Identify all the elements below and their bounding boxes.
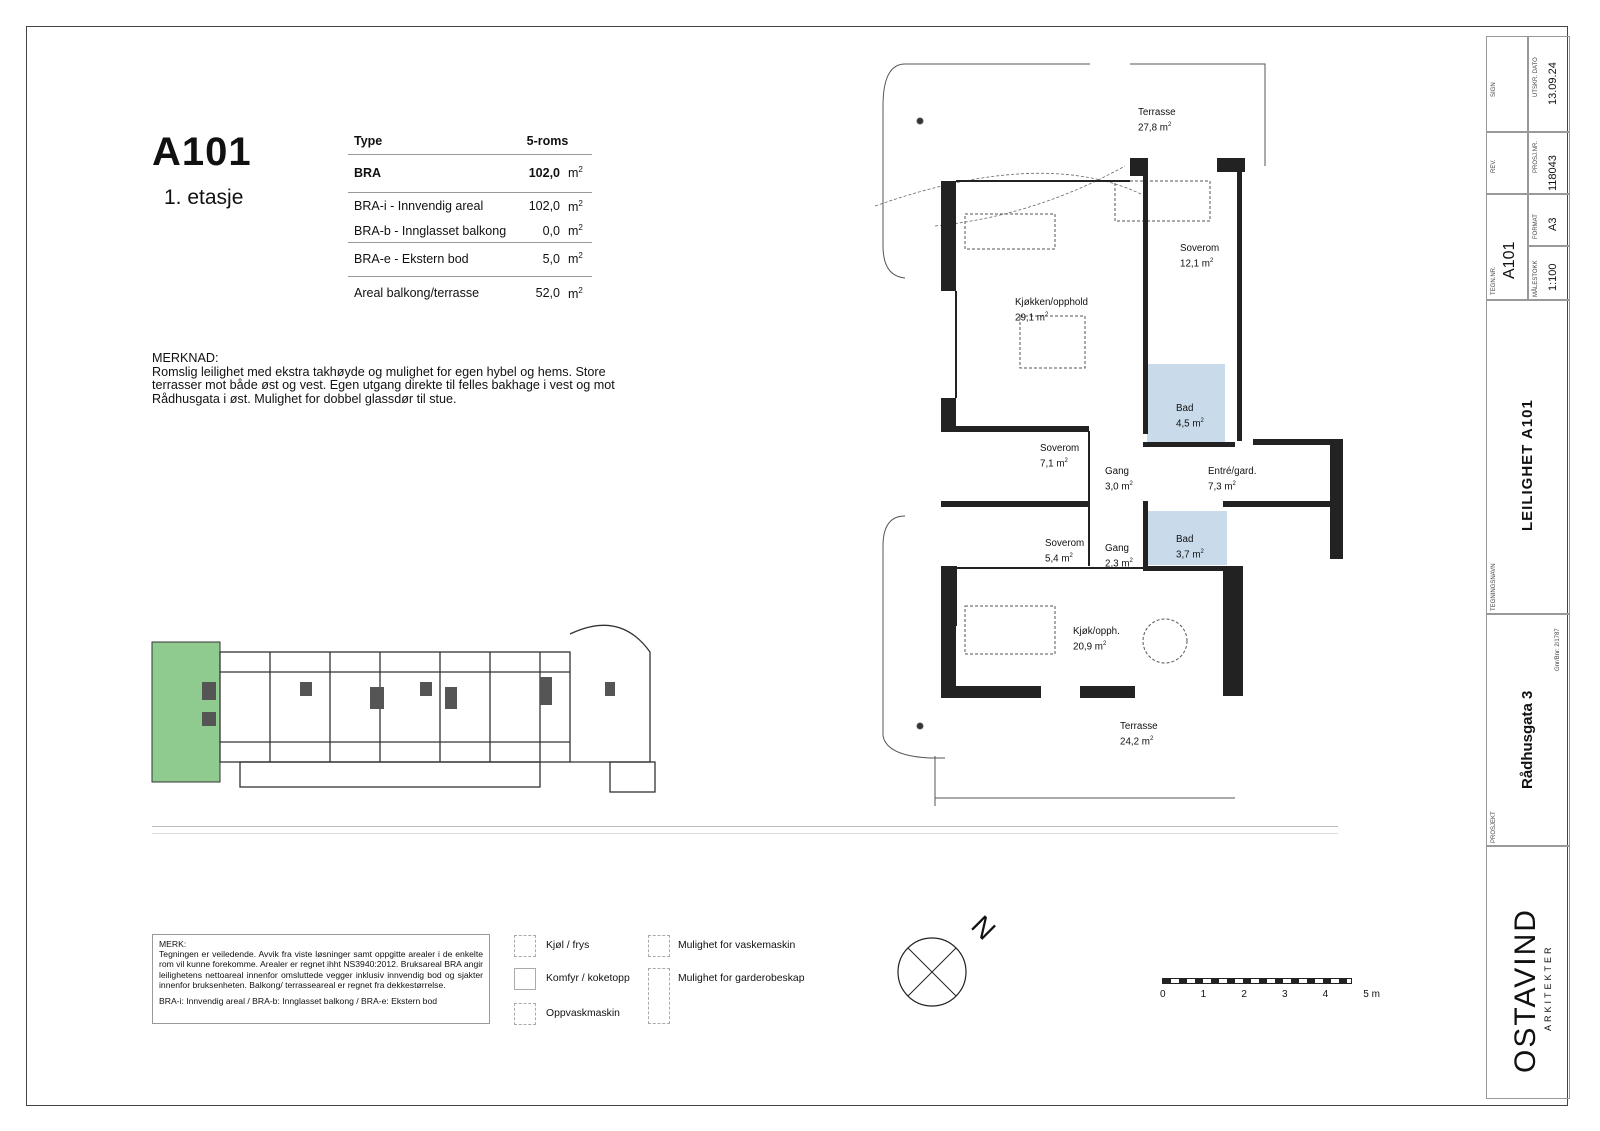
areas-row — [348, 154, 592, 192]
room-label: Terrasse 27,8 $m^2$ — [1138, 107, 1176, 134]
merk-heading: MERK: — [159, 939, 187, 949]
merknad-note — [152, 352, 648, 406]
areas-header-label: Type — [354, 133, 383, 148]
tb-rev-cell: REV. — [1486, 132, 1528, 194]
areas-row-label: BRA — [354, 166, 382, 180]
legend-label: Komfyr / koketopp — [546, 973, 630, 984]
merk-box — [152, 934, 490, 1024]
dishwasher-symbol-icon — [514, 1003, 536, 1025]
footer-divider — [152, 826, 1338, 834]
areas-row-value: 0,0 — [542, 223, 560, 238]
stove-symbol-icon — [514, 968, 536, 990]
areas-row-unit: $m^2$ — [568, 223, 583, 239]
wardrobe-symbol-icon — [648, 968, 670, 1024]
areas-row — [348, 242, 592, 276]
room-label: Soverom 5,4 $m^2$ — [1045, 538, 1085, 565]
room-label: Entré/gard. 7,3 $m^2$ — [1208, 466, 1257, 493]
key-plan — [150, 612, 680, 812]
areas-header-row — [348, 128, 592, 154]
room-label: Gang 3,0 $m^2$ — [1105, 466, 1133, 493]
merknad-heading: MERKNAD: — [152, 351, 219, 365]
fridge-symbol-icon — [514, 935, 536, 957]
tb-logo-cell — [1486, 846, 1570, 1099]
areas-row — [348, 276, 592, 310]
areas-row-unit: $m^2$ — [568, 285, 583, 301]
legend-label: Mulighet for garderobeskap — [678, 973, 805, 984]
tb-tegningsnavn-cell: TEGNINGSNAVN LEILIGHET A101 — [1486, 300, 1570, 614]
room-label: Bad 3,7 $m^2$ — [1176, 534, 1204, 561]
tb-prosjekt-cell: PROSJEKT Rådhusgata 3 Gnr/Bnr: 2/1787 — [1486, 614, 1570, 846]
merk-text: Tegningen er veiledende. Avvik fra viste løsninger samt oppgitte arealer i de enkelte rom vil kunne forekomme. Arealer er regnet ihht NS3940:2012. Bruksareal BRA angir leilighetens nettoareal innenfor omsluttede vegger inklusiv innvendig bod og sjakter innenfor bruksenheten. Balkong/ terrasseareal er regnet fra dekkestørrelse. — [159, 949, 483, 990]
tb-malestokk-cell: MÅLESTOKK 1:100 — [1528, 246, 1570, 300]
legend-label: Kjøl / frys — [546, 940, 590, 951]
tb-prosj-cell: PROSJ.NR. 118043 — [1528, 132, 1570, 194]
room-label: Kjøk/opph. 20,9 $m^2$ — [1073, 626, 1120, 653]
room-label: Soverom 7,1 $m^2$ — [1040, 443, 1080, 470]
company-logo-sub: ARKITEKTER — [1543, 944, 1553, 1031]
tb-format-cell: FORMAT A3 — [1528, 194, 1570, 246]
areas-row-unit: $m^2$ — [568, 198, 583, 214]
areas-row-label: Areal balkong/terrasse — [354, 286, 480, 301]
areas-table — [348, 128, 592, 310]
north-label: N — [965, 909, 1002, 946]
areas-row-label: BRA-i - Innvendig areal — [354, 199, 484, 214]
legend-label: Oppvaskmaskin — [546, 1008, 620, 1019]
room-label: Soverom 12,1 $m^2$ — [1180, 243, 1220, 270]
apartment-code: A101 — [152, 130, 252, 174]
areas-row-value: 5,0 — [542, 252, 560, 266]
areas-row-value: 52,0 — [535, 286, 560, 301]
tb-utskr-cell: UTSKR. DATO 13.09.24 — [1528, 36, 1570, 132]
room-label: Bad 4,5 $m^2$ — [1176, 403, 1204, 430]
areas-row-value: 102,0 — [528, 199, 560, 214]
room-label: Kjøkken/opphold 29,1 $m^2$ — [1015, 297, 1088, 324]
areas-row-label: BRA-e - Ekstern bod — [354, 252, 469, 266]
scale-bar — [1162, 978, 1352, 984]
washing-machine-symbol-icon — [648, 935, 670, 957]
floor-label: 1. etasje — [164, 186, 244, 209]
areas-row-unit: $m^2$ — [568, 251, 583, 267]
areas-header-value: 5-roms — [526, 133, 569, 148]
areas-row — [348, 192, 592, 220]
areas-row-label: BRA-b - Innglasset balkong — [354, 223, 507, 238]
merknad-text: Romslig leilighet med ekstra takhøyde og mulighet for egen hybel og hems. Store terrasser mot både øst og vest. Egen utgang direkte til felles bakhage i vest og mot Rådhusgata i øst. Mulighet for dobbel glassdør til stue. — [152, 364, 615, 406]
company-logo: OSTAVIND — [1509, 908, 1542, 1073]
scale-bar-ticks: 0 1 2 3 4 5 m — [1160, 989, 1380, 1000]
legend-label: Mulighet for vaskemaskin — [678, 940, 796, 951]
merk-footer: BRA-i: Innvendig areal / BRA-b: Innglasset balkong / BRA-e: Ekstern bod — [159, 996, 438, 1007]
areas-row-unit: $m^2$ — [568, 165, 583, 181]
areas-row-value: 102,0 — [528, 166, 560, 180]
room-label: Gang 2,3 $m^2$ — [1105, 543, 1133, 570]
areas-row — [348, 220, 592, 242]
floor-plan — [845, 46, 1425, 811]
tb-sign-cell: SIGN — [1486, 36, 1528, 132]
tb-tegn-cell: TEGN.NR. A101 — [1486, 194, 1528, 300]
room-label: Terrasse 24,2 $m^2$ — [1120, 721, 1158, 748]
